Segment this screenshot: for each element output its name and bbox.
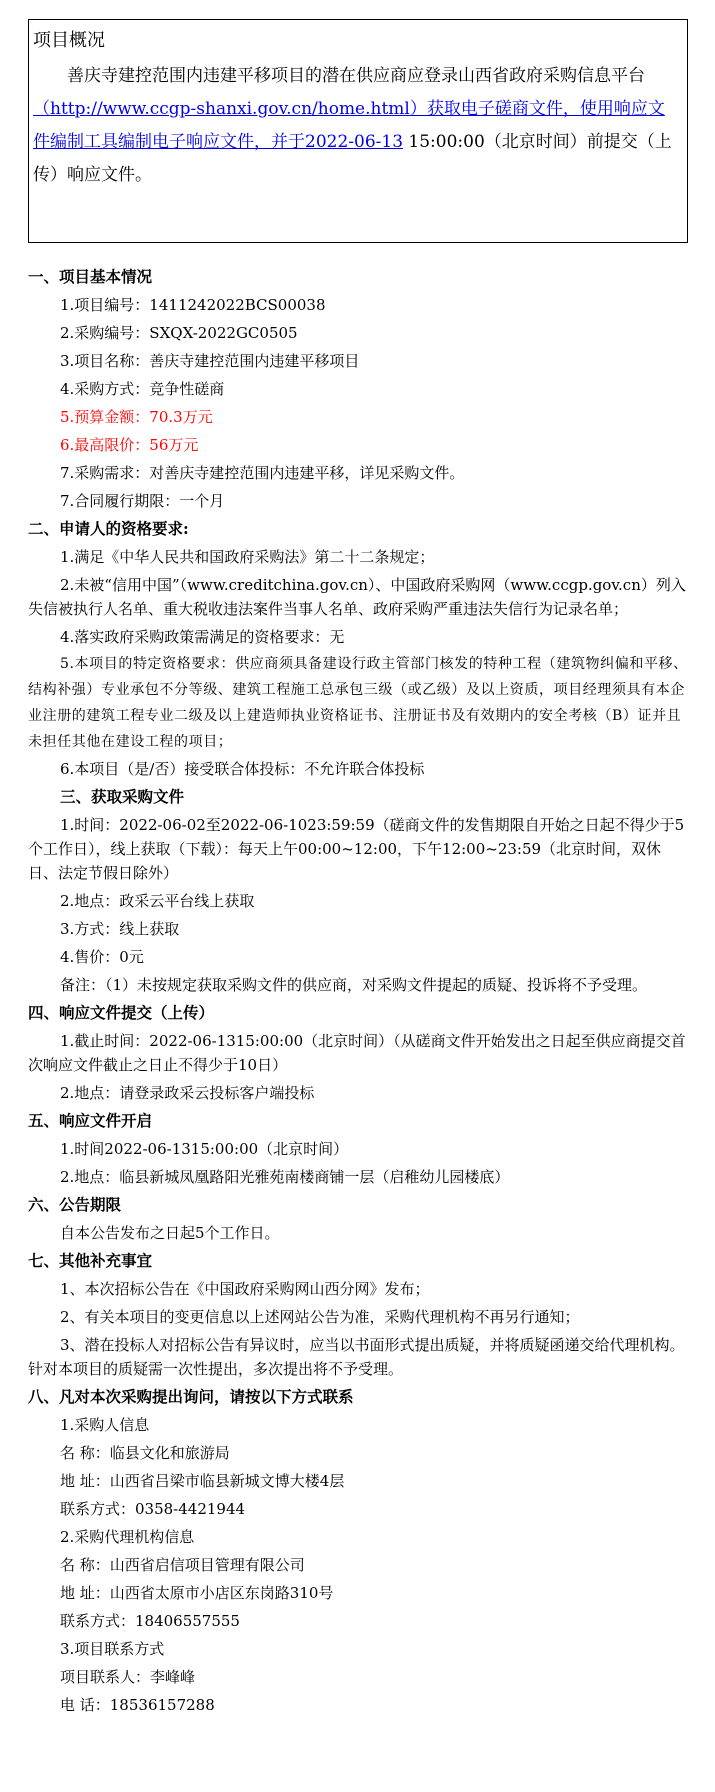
qualification-item: 2.未被“信用中国”（www.creditchina.gov.cn）、中国政府采购网（www.ccgp.gov.cn）列入失信被执行人名单、重大税收违法案件当事人名单、政府采购严重违法失信行为记录名单； (28, 576, 686, 618)
section-heading-opening: 五、响应文件开启 (28, 1111, 153, 1130)
agency-name: 名 称：山西省启信项目管理有限公司 (60, 1556, 305, 1574)
other-matter: 2、有关本项目的变更信息以上述网站公告为准，采购代理机构不再另行通知； (60, 1308, 580, 1326)
document (28, 19, 688, 1719)
obtain-price: 4.售价：0元 (60, 948, 144, 966)
notice-period: 自本公告发布之日起5个工作日。 (60, 1224, 280, 1242)
section-heading-qualifications: 二、申请人的资格要求: (28, 519, 189, 538)
max-price: 6.最高限价：56万元 (60, 436, 199, 454)
project-contact-heading: 3.项目联系方式 (60, 1640, 165, 1658)
section-heading-other-matters: 七、其他补充事宜 (28, 1251, 153, 1270)
agency-address: 地 址：山西省太原市小店区东岗路310号 (60, 1584, 334, 1602)
purchaser-name: 名 称：临县文化和旅游局 (60, 1444, 230, 1462)
procurement-number: 2.采购编号：SXQX-2022GC0505 (60, 324, 298, 342)
purchaser-address: 地 址：山西省吕梁市临县新城文博大楼4层 (60, 1472, 345, 1490)
purchaser-info-heading: 1.采购人信息 (60, 1416, 150, 1434)
procurement-demand: 7.采购需求：对善庆寺建控范围内违建平移，详见采购文件。 (60, 464, 465, 482)
announcement-content (28, 263, 688, 1719)
qualification-item: 6.本项目（是/否）接受联合体投标：不允许联合体投标 (60, 760, 425, 778)
section-heading-submission: 四、响应文件提交（上传） (28, 1003, 215, 1022)
agency-info-heading: 2.采购代理机构信息 (60, 1528, 195, 1546)
section-heading-notice-period: 六、公告期限 (28, 1195, 122, 1214)
project-contact-phone: 电 话：18536157288 (60, 1696, 215, 1714)
project-name: 3.项目名称：善庆寺建控范围内违建平移项目 (60, 352, 360, 370)
agency-phone: 联系方式：18406557555 (60, 1612, 240, 1630)
section-heading-obtain-documents: 三、获取采购文件 (60, 787, 185, 806)
procurement-method: 4.采购方式：竞争性磋商 (60, 380, 225, 398)
other-matter: 1、本次招标公告在《中国政府采购网山西分网》发布； (60, 1280, 430, 1298)
opening-time: 1.时间2022-06-1315:00:00（北京时间） (60, 1140, 349, 1158)
obtain-remark: 备注：（1）未按规定获取采购文件的供应商，对采购文件提起的质疑、投诉将不予受理。 (60, 976, 648, 994)
qualification-item: 1.满足《中华人民共和国政府采购法》第二十二条规定； (60, 548, 435, 566)
purchaser-phone: 联系方式：0358-4421944 (60, 1500, 246, 1518)
overview-body (33, 60, 681, 192)
ccgp-shanxi-link[interactable]: （http://www.ccgp-shanxi.gov.cn/home.html）获取电子磋商文件，使用响应文件编制工具编制电子响应文件，并于2022-06-13 (33, 99, 665, 152)
obtain-location: 2.地点：政采云平台线上获取 (60, 892, 255, 910)
opening-location: 2.地点：临县新城凤凰路阳光雅苑南楼商铺一层（启稚幼儿园楼底） (60, 1168, 510, 1186)
overview-title: 项目概况 (33, 30, 105, 51)
overview-tail: 15:00:00（北京时间）前提交（上传）响应文件。 (33, 132, 672, 185)
obtain-time: 1.时间：2022-06-02至2022-06-1023:59:59（磋商文件的发售期限自开始之日起不得少于5个工作日），线上获取（下载）：每天上午00:00~12:00，下午12:00~23:59（北京时间，双休日、法定节假日除外） (28, 816, 685, 882)
submission-location: 2.地点：请登录政采云投标客户端投标 (60, 1084, 315, 1102)
other-matter: 3、潜在投标人对招标公告有异议时，应当以书面形式提出质疑，并将质疑函递交给代理机构。针对本项目的质疑需一次性提出，多次提出将不予受理。 (28, 1336, 685, 1378)
section-heading-basic-info: 一、项目基本情况 (28, 267, 153, 286)
qualification-item: 5.本项目的特定资格要求：供应商须具备建设行政主管部门核发的特种工程（建筑物纠偏和平移、结构补强）专业承包不分等级、建筑工程施工总承包三级（或乙级）及以上资质，项目经理须具有本企业注册的建筑工程专业二级及以上建造师执业资格证书、注册证书及有效期内的安全考核（B）证并且未担任其他在建设工程的项目； (28, 656, 688, 750)
contract-period: 7.合同履行期限：一个月 (60, 492, 225, 510)
section-heading-contacts: 八、凡对本次采购提出询问，请按以下方式联系 (28, 1387, 354, 1406)
submission-deadline: 1.截止时间：2022-06-1315:00:00（北京时间）（从磋商文件开始发出之日起至供应商提交首次响应文件截止之日止不得少于10日） (28, 1032, 686, 1074)
qualification-item: 4.落实政府采购政策需满足的资格要求：无 (60, 628, 345, 646)
project-overview-box (28, 19, 688, 243)
project-contact-person: 项目联系人：李峰峰 (60, 1668, 196, 1686)
obtain-method: 3.方式：线上获取 (60, 920, 180, 938)
project-number: 1.项目编号：1411242022BCS00038 (60, 296, 326, 314)
budget-amount: 5.预算金额：70.3万元 (60, 408, 213, 426)
overview-intro: 善庆寺建控范围内违建平移项目的潜在供应商应登录山西省政府采购信息平台 (67, 66, 645, 86)
